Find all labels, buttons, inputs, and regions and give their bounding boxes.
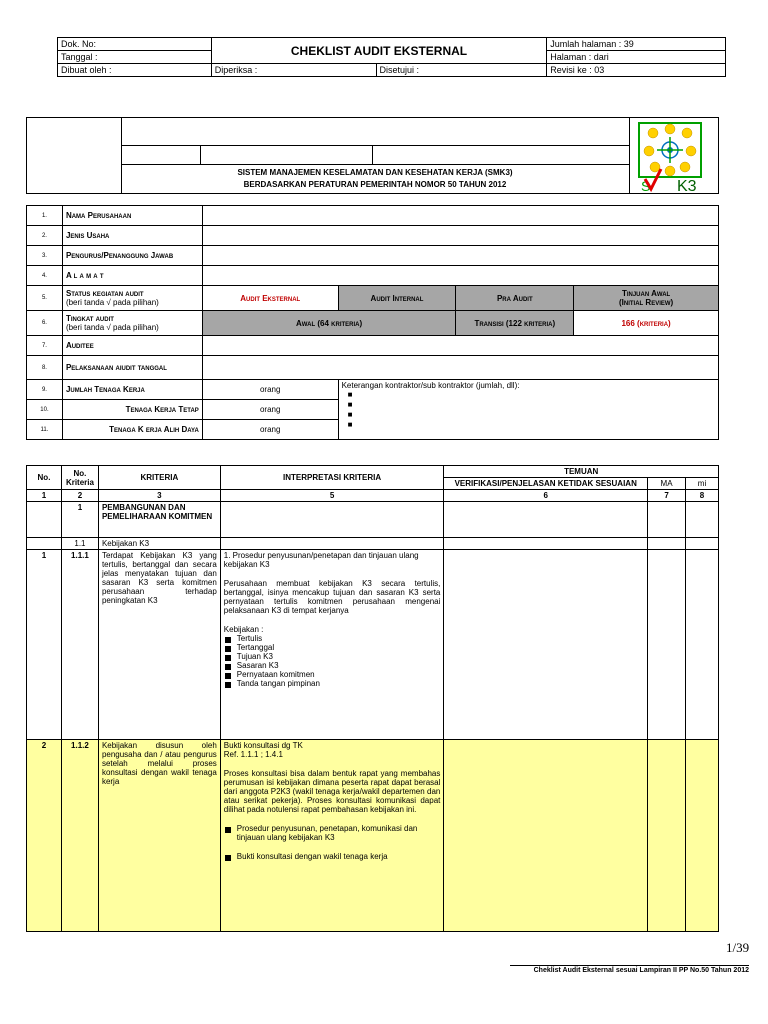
- jumlah-tk-unit: orang: [202, 380, 338, 400]
- verifikasi-cell[interactable]: [444, 740, 648, 932]
- ma-cell[interactable]: [648, 550, 686, 740]
- ma-cell[interactable]: [648, 740, 686, 932]
- document-header: [57, 37, 726, 77]
- label-jenis-usaha: Jenis Usaha: [62, 226, 202, 246]
- system-box: [26, 117, 719, 194]
- nama-perusahaan-field[interactable]: [202, 206, 718, 226]
- col-interpretasi: INTERPRETASI KRITERIA: [220, 466, 444, 490]
- alamat-field[interactable]: [202, 266, 718, 286]
- option-transisi[interactable]: Transisi (122 kriteria): [456, 311, 574, 336]
- label-tk-tetap: Tenaga Kerja Tetap: [62, 400, 202, 420]
- col-kriteria: KRITERIA: [98, 466, 220, 490]
- verifikasi-cell[interactable]: [444, 550, 648, 740]
- system-title: SISTEM MANAJEMEN KESELAMATAN DAN KESEHATAN KERJA (SMK3) BERDASARKAN PERATURAN PEMERINTAH NOMOR 50 TAHUN 2012: [237, 168, 513, 189]
- option-audit-internal[interactable]: Audit Internal: [338, 286, 456, 311]
- halaman: Halaman : dari: [547, 51, 726, 64]
- tk-alih-daya-unit: orang: [202, 420, 338, 440]
- list-item: Prosedur penyusunan, penetapan, komunikasi dan tinjauan ulang kebijakan K3: [224, 824, 441, 842]
- label-auditee: Auditee: [62, 336, 202, 356]
- mi-cell[interactable]: [686, 740, 719, 932]
- col-mi: mi: [686, 478, 719, 490]
- label-tingkat-audit: Tingkat audit (beri tanda √ pada pilihan): [62, 311, 202, 336]
- list-item: Tanda tangan pimpinan: [224, 679, 441, 688]
- option-audit-eksternal[interactable]: Audit Eksternal: [202, 286, 338, 311]
- auditee-field[interactable]: [202, 336, 718, 356]
- disetujui: Disetujui :: [376, 64, 547, 77]
- mi-cell[interactable]: [686, 550, 719, 740]
- col-no-kriteria: No. Kriteria: [61, 466, 98, 490]
- dibuat-oleh: Dibuat oleh :: [58, 64, 212, 77]
- tanggal: Tanggal :: [58, 51, 212, 64]
- list-item: Tujuan K3: [224, 652, 441, 661]
- label-pelaksanaan: Pelaksanaan aiudit tanggal: [62, 356, 202, 380]
- page-title: CHEKLIST AUDIT EKSTERNAL: [211, 38, 546, 64]
- diperiksa: Diperiksa :: [211, 64, 376, 77]
- option-166[interactable]: 166 (kriteria): [574, 311, 719, 336]
- option-tinjuan-awal[interactable]: Tinjuan Awal (Initial Review): [574, 286, 719, 311]
- section-title: PEMBANGUNAN DAN PEMELIHARAAN KOMITMEN: [98, 502, 220, 538]
- list-item: Sasaran K3: [224, 661, 441, 670]
- k3-logo-icon: [633, 121, 717, 193]
- revisi: Revisi ke : 03: [547, 64, 726, 77]
- label-tk-alih-daya: Tenaga K erja Alih Daya: [62, 420, 202, 440]
- dok-no: Dok. No:: [58, 38, 212, 51]
- label-pengurus: Pengurus/Penanggung Jawab: [62, 246, 202, 266]
- col-ma: MA: [648, 478, 686, 490]
- list-item: Pernyataan komitmen: [224, 670, 441, 679]
- tk-tetap-unit: orang: [202, 400, 338, 420]
- pelaksanaan-field[interactable]: [202, 356, 718, 380]
- label-nama-perusahaan: Nama Perusahaan: [62, 206, 202, 226]
- interpretasi-1-1-2: Bukti konsultasi dg TK Ref. 1.1.1 ; 1.4.1 Proses konsultasi bisa dalam bentuk rapat yang membahas perumusan isi kebijakan dimana peserta rapat dapat berasal dari anggota P2K3 (wakil tenaga kerja/wakil departemen dan atau serikat pekerja). Proses konsultasi komunikasi dapat dilihat pada notulensi rapat pembahasan kebijakan ini. Prosedur penyusunan, penetapan, komunikasi dan tinjauan ulang kebijakan K3 Bukti konsultasi dengan wakil tenaga kerja: [220, 740, 444, 932]
- jenis-usaha-field[interactable]: [202, 226, 718, 246]
- option-awal[interactable]: Awal (64 kriteria): [202, 311, 456, 336]
- kriteria-1-1-1: Terdapat Kebijakan K3 yang tertulis, bertanggal dan secara jelas menyatakan tujuan dan sasaran K3 serta komitmen perusahaan terhadap peningkatan K3: [98, 550, 220, 740]
- label-alamat: A l a m a t: [62, 266, 202, 286]
- company-info-table: 1. Nama Perusahaan 2. Jenis Usaha 3. Pengurus/Penanggung Jawab 4. A l a m a t 5. Status kegiatan audit (beri tanda √ pada pilihan) Audit Eksternal Audit Internal Pra Audit Tinjuan Awal (Initial Review) 6. Tingkat audit (beri tanda √ pada pilihan) Awal (64 kriteria) Transisi (122 kriteria) 166 (kriteria) 7. Auditee 8. Pelaksanaan aiudit tanggal 9. Jumlah Tenaga Kerja orang Keterangan kontraktor/sub kontraktor (jumlah, dll): ■ ■ ■ ■ 10. Tenaga Kerja Tetap orang 11. Tenaga K erja Alih Daya orang: [26, 205, 719, 440]
- list-item: Tertulis: [224, 634, 441, 643]
- interpretasi-1-1-1: 1. Prosedur penyusunan/penetapan dan tinjauan ulang kebijakan K3 Perusahaan membuat kebijakan K3 secara tertulis, bertanggal, isinya mencakup tujuan dan sasaran K3 serta pernyataan tertulis komitmen perusahaan mengenai pelaksanaan K3 di tempat kerjanya Kebijakan : Tertulis Tertanggal Tujuan K3 Sasaran K3 Pernyataan komitmen Tanda tangan pimpinan: [220, 550, 444, 740]
- logo-s: S: [641, 178, 651, 193]
- footer-note: Cheklist Audit Eksternal sesuai Lampiran II PP No.50 Tahun 2012: [533, 967, 749, 974]
- col-no: No.: [27, 466, 62, 490]
- option-pra-audit[interactable]: Pra Audit: [456, 286, 574, 311]
- footer-divider: [510, 965, 749, 966]
- list-item: Tertanggal: [224, 643, 441, 652]
- pengurus-field[interactable]: [202, 246, 718, 266]
- list-item: Bukti konsultasi dengan wakil tenaga kerja: [224, 852, 441, 861]
- page-number: 1/39: [726, 940, 750, 955]
- label-jumlah-tk: Jumlah Tenaga Kerja: [62, 380, 202, 400]
- subsection-title: Kebijakan K3: [98, 538, 220, 550]
- logo-k3-text: K3: [677, 178, 697, 193]
- checklist-table: No. No. Kriteria KRITERIA INTERPRETASI KRITERIA TEMUAN VERIFIKASI/PENJELASAN KETIDAK SESUAIAN MA mi 1 2 3 5 6 7 8 1 PEMBANGUNAN DAN PEMELIHARAAN KOMITMEN 1.1 Kebijakan K3 1 1.1.1 Terdapat Kebijakan K3 yang tertulis, bertanggal dan secara jelas menyatakan tujuan dan sasaran K3 serta komitmen perusahaan terhadap peningkatan K3 1. Prosedur penyusunan/penetapan dan tinjauan ulang kebijakan K3 Perusahaan membuat kebijakan K3 secara tertulis, bertanggal, isinya mencakup tujuan dan sasaran K3 serta pernyataan tertulis komitmen perusahaan mengenai pelaksanaan K3 di tempat kerjanya Kebijakan : Tertulis Tertanggal Tujuan K3 Sasaran K3 Pernyataan komitmen Tanda tangan pimpinan 2 1.1.2 Kebijakan disusun oleh pengusaha dan / atau pengurus setelah melalui proses konsultasi dengan wakil tenaga kerja Bukti konsultasi dg TK Ref. 1.1.1 ; 1.4.1 Proses konsultasi bisa dalam bentuk rapat yang membahas perumusan isi kebijakan dimana peserta rapat dapat berasal dari anggota P2K3 (wakil tenaga kerja/wakil departemen dan atau serikat pekerja). Proses konsultasi komunikasi dapat dilihat pada notulensi rapat pembahasan kebijakan ini. Prosedur penyusunan, penetapan, komunikasi dan tinjauan ulang kebijakan K3 Bukti konsultasi dengan wakil tenaga kerja: [26, 465, 719, 932]
- col-verifikasi: VERIFIKASI/PENJELASAN KETIDAK SESUAIAN: [444, 478, 648, 490]
- col-temuan: TEMUAN: [444, 466, 719, 478]
- kriteria-1-1-2: Kebijakan disusun oleh pengusaha dan / atau pengurus setelah melalui proses konsultasi dengan wakil tenaga kerja: [98, 740, 220, 932]
- label-status-audit: Status kegiatan audit (beri tanda √ pada pilihan): [62, 286, 202, 311]
- jumlah-halaman: Jumlah halaman : 39: [547, 38, 726, 51]
- keterangan-kontraktor[interactable]: Keterangan kontraktor/sub kontraktor (jumlah, dll): ■ ■ ■ ■: [338, 380, 718, 440]
